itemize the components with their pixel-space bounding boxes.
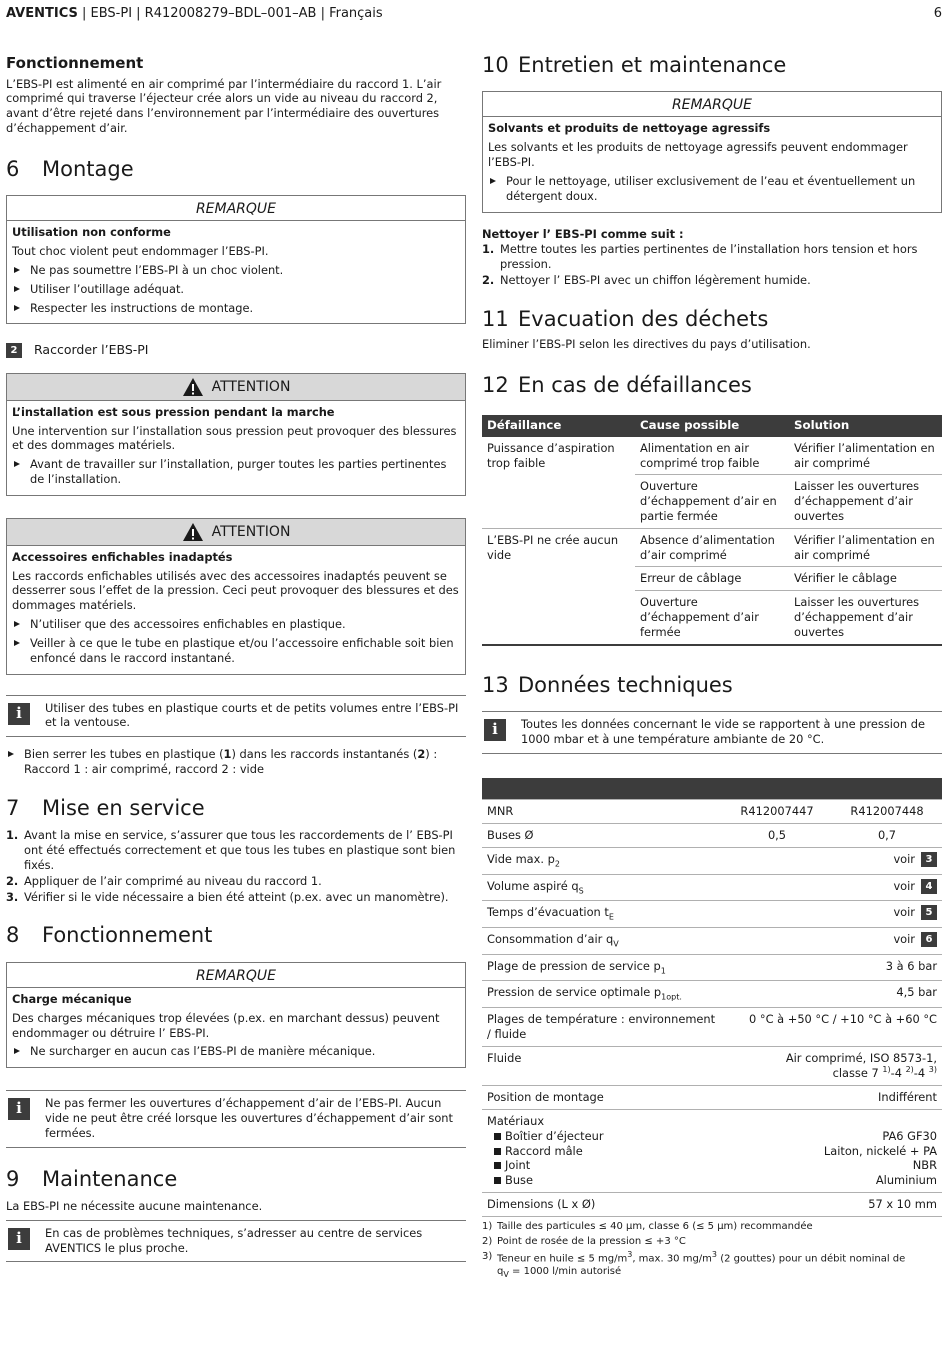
- text-part: , max. 30 mg/m: [632, 1253, 712, 1265]
- list-item: Ne pas soumettre l’EBS-PI à un choc violent.: [12, 263, 460, 278]
- list-item: Respecter les instructions de montage.: [12, 301, 460, 316]
- text-part: ) :: [425, 747, 438, 762]
- section-title: Maintenance: [42, 1166, 178, 1191]
- list-item: [482, 273, 942, 288]
- table-cell: 3 à 6 bar: [722, 954, 942, 981]
- right-column: [482, 52, 942, 1283]
- fonctionnement-text: L’EBS-PI est alimenté en air comprimé par l’intermédiaire du raccord 1. L’air comprimé qui traverse l’éjecteur crée alors un vide au niveau du raccord 2, avant d’être rejeté dans l’environnement par l’intermédiaire des ouvertures d’échappement d’air.: [6, 76, 442, 135]
- text-part: 1: [660, 965, 666, 975]
- note-title: REMARQUE: [7, 196, 465, 221]
- table-row: [482, 437, 942, 475]
- step-number: 1.: [482, 242, 495, 257]
- text-part: ) dans les raccords instantanés (: [231, 747, 418, 762]
- section-10-heading: [482, 52, 942, 79]
- text-part: 2): [905, 1065, 914, 1075]
- mise-en-service-steps: [6, 828, 466, 904]
- section-number: 13: [482, 672, 509, 697]
- figure-badge: 4: [921, 879, 937, 894]
- warning-triangle-icon: [182, 377, 204, 397]
- warning-box-pressure: [6, 373, 466, 496]
- text-part: Point de rosée de la pression ≤ +3 °C: [497, 1235, 686, 1247]
- text-part: V: [503, 1270, 509, 1280]
- table-cell: Indifférent: [722, 1086, 942, 1110]
- text-part: 2: [417, 747, 426, 762]
- warning-text: Les raccords enfichables utilisés avec des accessoires inadaptés peuvent se desserrer sous l’effet de la pression. Ceci peut provoquer des blessures et des dommages matériels.: [12, 568, 459, 613]
- step-text: Nettoyer l’ EBS-PI avec un chiffon légèrement humide.: [500, 273, 811, 288]
- section-number: 8: [6, 923, 20, 948]
- table-cell: 0 °C à +50 °C / +10 °C à +60 °C: [722, 1007, 942, 1046]
- column-header: Cause possible: [635, 415, 789, 436]
- footnote: [482, 1220, 942, 1233]
- list-item: Joint: [487, 1158, 717, 1173]
- list-item: [6, 828, 466, 872]
- warning-head: L’installation est sous pression pendant la marche: [12, 404, 335, 419]
- table-cell: Alimentation en air comprimé trop faible: [635, 437, 789, 475]
- figure-badge: 3: [921, 852, 937, 867]
- section-title: Entretien et maintenance: [518, 53, 787, 77]
- text-part: voir: [893, 878, 915, 893]
- figure-badge: 2: [6, 343, 22, 358]
- section-number: 9: [6, 1166, 20, 1191]
- text-part: Plage de pression de service p: [487, 958, 661, 973]
- section-number: 6: [6, 156, 20, 181]
- left-column: [6, 54, 466, 1262]
- info-text: Toutes les données concernant le vide se rapportent à une pression de 1000 mbar et à une température ambiante de 20 °C.: [521, 717, 925, 746]
- list-item: Pour le nettoyage, utiliser exclusivement de l’eau et éventuellement un détergent doux.: [488, 174, 936, 204]
- table-row: [482, 927, 942, 954]
- note-box-montage: [6, 195, 466, 324]
- table-cell: Erreur de câblage: [635, 567, 789, 591]
- info-icon: i: [484, 719, 506, 741]
- table-cell: 0,7: [832, 824, 942, 848]
- tighten-instruction: [6, 747, 466, 777]
- text-part: Aluminium: [875, 1173, 937, 1188]
- table-cell: Ouverture d’échappement d’air en partie fermée: [635, 475, 789, 528]
- table-cell: Dimensions (L x Ø): [482, 1193, 722, 1217]
- table-cell: Laisser les ouvertures d’échappement d’air ouvertes: [789, 475, 942, 528]
- info-icon: i: [8, 1098, 30, 1120]
- table-cell: [722, 1046, 942, 1085]
- text-part: voir: [893, 931, 915, 946]
- list-item: [6, 874, 466, 889]
- warning-title: ATTENTION: [211, 523, 291, 540]
- clean-steps: [482, 242, 942, 287]
- table-row: [482, 824, 942, 848]
- text-part: 2: [554, 859, 560, 869]
- text-part: (2 gouttes) pour un débit nominal de: [717, 1253, 906, 1265]
- table-row: [482, 874, 942, 901]
- text-part: Teneur en huile ≤ 5 mg/m: [497, 1253, 628, 1265]
- disposal-text: Eliminer l’EBS-PI selon les directives du pays d’utilisation.: [482, 337, 811, 352]
- footnote: [482, 1235, 942, 1248]
- list-item: [482, 242, 942, 272]
- text-part: 3): [928, 1065, 937, 1075]
- step-text: Appliquer de l’air comprimé au niveau du raccord 1.: [24, 873, 322, 888]
- step-text: Mettre toutes les parties pertinentes de l’installation hors tension et hors pression.: [500, 242, 918, 272]
- text-part: 1): [482, 1220, 493, 1232]
- column-header: Solution: [789, 415, 942, 436]
- warning-list: [12, 457, 460, 487]
- list-item: Buse: [487, 1173, 717, 1188]
- table-cell: Buses Ø: [482, 824, 722, 848]
- text-part: = 1000 l/min autorisé: [508, 1266, 622, 1278]
- table-row: [482, 1007, 942, 1046]
- table-cell: Laisser les ouvertures d’échappement d’air ouvertes: [789, 591, 942, 645]
- text-part: 3: [627, 1249, 633, 1259]
- table-row: [482, 1193, 942, 1217]
- text-part: -4: [890, 1066, 906, 1081]
- section-title: En cas de défaillances: [518, 373, 752, 398]
- section-9-heading: [6, 1166, 466, 1193]
- section-8-heading: [6, 922, 466, 949]
- list-item: Veiller à ce que le tube en plastique et/ou l’accessoire enfichable soit bien enfoncé dans le raccord instantané.: [12, 636, 460, 666]
- note-box-solvents: [482, 91, 942, 212]
- text-part: Bien serrer les tubes en plastique (: [24, 747, 224, 762]
- text-part: classe 7: [832, 1066, 883, 1081]
- text-part: Laiton, nickelé + PA: [823, 1143, 937, 1158]
- fault-table: [482, 415, 942, 645]
- info-icon: i: [8, 1228, 30, 1250]
- table-cell: [482, 874, 722, 901]
- table-cell: Vérifier l’alimentation en air comprimé: [789, 437, 942, 475]
- text-part: Vide max. p: [487, 851, 555, 866]
- info-note-service: [6, 1220, 466, 1263]
- table-cell: 4,5 bar: [722, 981, 942, 1008]
- note-title: REMARQUE: [483, 92, 941, 117]
- warning-title: ATTENTION: [211, 378, 291, 395]
- note-body: [7, 244, 465, 315]
- text-part: Air comprimé, ISO 8573-1,: [785, 1050, 937, 1065]
- table-cell: [482, 901, 722, 928]
- text-part: 3): [482, 1250, 493, 1262]
- info-icon: i: [8, 703, 30, 725]
- table-cell: Vérifier l’alimentation en air comprimé: [789, 528, 942, 567]
- text-part: Consommation d’air q: [487, 931, 614, 946]
- note-box-charge: [6, 962, 466, 1069]
- list-item: Boîtier d’éjecteur: [487, 1129, 717, 1144]
- table-cell: Fluide: [482, 1046, 722, 1085]
- info-note-tubes: [6, 695, 466, 738]
- table-cell: Position de montage: [482, 1086, 722, 1110]
- list-item: [6, 747, 466, 777]
- text-part: Pression de service optimale p: [487, 985, 662, 1000]
- section-number: 10: [482, 53, 509, 77]
- table-cell: R412007447: [722, 800, 832, 824]
- page-header: [6, 6, 942, 23]
- note-list: [12, 263, 460, 315]
- text-part: Temps d’évacuation t: [487, 905, 609, 920]
- note-head: Utilisation non conforme: [12, 225, 171, 240]
- footnotes: [482, 1220, 942, 1281]
- tech-header-bar: [482, 778, 942, 800]
- section-6-heading: [6, 156, 466, 183]
- text-part: NBR: [912, 1158, 937, 1173]
- header-doc-info: [6, 6, 383, 23]
- text-part: -4: [913, 1066, 929, 1081]
- warning-box-accessories: [6, 518, 466, 675]
- section-number: 11: [482, 306, 509, 331]
- list-item: [6, 890, 466, 905]
- table-cell: 57 x 10 mm: [722, 1193, 942, 1217]
- text-part: voir: [893, 851, 915, 866]
- figure-badge: 6: [921, 932, 937, 947]
- list-item: Avant de travailler sur l’installation, purger toutes les parties pertinentes de l’installation.: [12, 457, 460, 487]
- text-part: 1): [882, 1065, 891, 1075]
- section-title: Mise en service: [42, 795, 205, 820]
- table-cell: Puissance d’aspiration trop faible: [482, 437, 635, 529]
- table-header-row: [482, 415, 942, 436]
- warning-title-bar: [7, 519, 465, 546]
- table-cell: R412007448: [832, 800, 942, 824]
- table-cell: [482, 954, 722, 981]
- text-part: Raccord 1 : air comprimé, raccord 2 : vide: [24, 762, 264, 777]
- info-text: En cas de problèmes techniques, s’adresser au centre de services AVENTICS le plus proche.: [45, 1225, 423, 1255]
- table-cell: [722, 874, 942, 901]
- text-part: 1opt.: [661, 992, 682, 1002]
- text-part: 2): [482, 1235, 493, 1247]
- note-text: Des charges mécaniques trop élevées (p.ex. en marchant dessus) peuvent endommager ou détruire l’ EBS-PI.: [12, 1010, 440, 1040]
- table-cell: [722, 847, 942, 874]
- note-body: [483, 140, 941, 203]
- table-cell: Vérifier le câblage: [789, 567, 942, 591]
- table-cell: Plages de température : environnement / fluide: [482, 1007, 722, 1046]
- info-note-vacuum: [482, 711, 942, 754]
- warning-head: Accessoires enfichables inadaptés: [12, 549, 233, 564]
- step-title: Raccorder l’EBS-PI: [34, 342, 149, 358]
- table-row: [482, 1046, 942, 1085]
- step-number: 2.: [6, 873, 19, 888]
- section-title: Evacuation des déchets: [518, 306, 769, 331]
- list-item: Raccord mâle: [487, 1144, 717, 1159]
- list-item: Utiliser l’outillage adéquat.: [12, 282, 460, 297]
- tech-data-table: [482, 778, 942, 1217]
- table-cell: L’EBS-PI ne crée aucun vide: [482, 528, 635, 644]
- text-part: Volume aspiré q: [487, 878, 579, 893]
- figure-badge: 5: [921, 905, 937, 920]
- table-row: [482, 1109, 942, 1192]
- list-item: N’utiliser que des accessoires enfichables en plastique.: [12, 617, 460, 632]
- table-cell: [722, 1109, 942, 1192]
- table-cell: [482, 847, 722, 874]
- note-text: Les solvants et les produits de nettoyage agressifs peuvent endommager l’EBS-PI.: [488, 140, 908, 170]
- note-list: [488, 174, 936, 204]
- table-row: [482, 954, 942, 981]
- page-number: 6: [933, 6, 942, 21]
- table-cell: [722, 901, 942, 928]
- table-cell: Ouverture d’échappement d’air fermée: [635, 591, 789, 645]
- fonctionnement-subheading: Fonctionnement: [6, 54, 144, 72]
- table-row: [482, 901, 942, 928]
- table-row: [482, 528, 942, 567]
- step-number: 1.: [6, 828, 19, 843]
- section-11-heading: [482, 306, 942, 333]
- text-part: voir: [893, 905, 915, 920]
- section-7-heading: [6, 795, 466, 822]
- text-part: q: [497, 1266, 504, 1278]
- table-cell: MNR: [482, 800, 722, 824]
- section-title: Montage: [42, 156, 134, 181]
- column-header: Défaillance: [482, 415, 635, 436]
- note-text: Tout choc violent peut endommager l’EBS-PI.: [12, 244, 269, 259]
- section-12-heading: [482, 372, 942, 399]
- text-part: V: [613, 939, 619, 949]
- note-head: Solvants et produits de nettoyage agressifs: [488, 121, 771, 136]
- note-head: Charge mécanique: [12, 991, 132, 1006]
- text-part: E: [608, 912, 614, 922]
- text-part: [497, 1250, 905, 1281]
- warning-triangle-icon: [182, 522, 204, 542]
- info-text: Ne pas fermer les ouvertures d’échappement d’air de l’EBS-PI. Aucun vide ne peut être créé lorsque les ouvertures d’échappement d’air sont fermées.: [45, 1096, 453, 1140]
- warning-body: [7, 424, 465, 487]
- section-title: Fonctionnement: [42, 923, 213, 948]
- info-note-exhaust: [6, 1090, 466, 1147]
- warning-list: [12, 617, 460, 665]
- text-part: Taille des particules ≤ 40 µm, classe 6 (≤ 5 µm) recommandée: [497, 1220, 813, 1232]
- step-text: Vérifier si le vide nécessaire a bien été atteint (p.ex. avec un manomètre).: [24, 889, 449, 904]
- info-text: Utiliser des tubes en plastique courts et de petits volumes entre l’EBS-PI et la ventouse.: [45, 700, 459, 730]
- text-part: 1: [223, 747, 232, 762]
- section-title: Données techniques: [518, 672, 733, 697]
- section-number: 12: [482, 373, 509, 398]
- table-cell: [482, 1109, 722, 1192]
- section-13-heading: [482, 672, 942, 699]
- note-title: REMARQUE: [7, 963, 465, 988]
- note-body: [7, 1011, 465, 1059]
- step-text: Avant la mise en service, s’assurer que tous les raccordements de l’ EBS-PI ont été effectués correctement et que tous les tubes en plastique sont bien fixés.: [24, 828, 456, 872]
- step-number: 2.: [482, 273, 495, 288]
- warning-body: [7, 569, 465, 666]
- step-heading: [6, 342, 466, 358]
- table-row: [482, 981, 942, 1008]
- table-cell: [482, 927, 722, 954]
- list-item: Ne surcharger en aucun cas l’EBS-PI de manière mécanique.: [12, 1044, 460, 1059]
- table-cell: [722, 927, 942, 954]
- warning-text: Une intervention sur l’installation sous pression peut provoquer des blessures et des dommages matériels.: [12, 423, 457, 453]
- table-cell: [482, 981, 722, 1008]
- table-cell: Absence d’alimentation d’air comprimé: [635, 528, 789, 567]
- table-cell: [482, 778, 942, 800]
- table-cell: 0,5: [722, 824, 832, 848]
- materials-list: [487, 1129, 717, 1188]
- text-part: Matériaux: [487, 1113, 545, 1128]
- header-brand: AVENTICS: [6, 6, 78, 21]
- text-part: S: [578, 885, 584, 895]
- clean-heading: Nettoyer l’ EBS-PI comme suit :: [482, 226, 684, 241]
- step-number: 3.: [6, 889, 19, 904]
- note-list: [12, 1044, 460, 1059]
- footnote: [482, 1250, 942, 1281]
- warning-title-bar: [7, 374, 465, 401]
- table-row: [482, 1086, 942, 1110]
- text-part: 3: [711, 1249, 718, 1259]
- table-row: [482, 847, 942, 874]
- header-doc: | EBS-PI | R412008279–BDL–001–AB | Français: [77, 6, 383, 21]
- text-part: PA6 GF30: [882, 1128, 937, 1143]
- section-number: 7: [6, 795, 20, 820]
- table-row: [482, 800, 942, 824]
- maintenance-text: La EBS-PI ne nécessite aucune maintenance.: [6, 1198, 263, 1213]
